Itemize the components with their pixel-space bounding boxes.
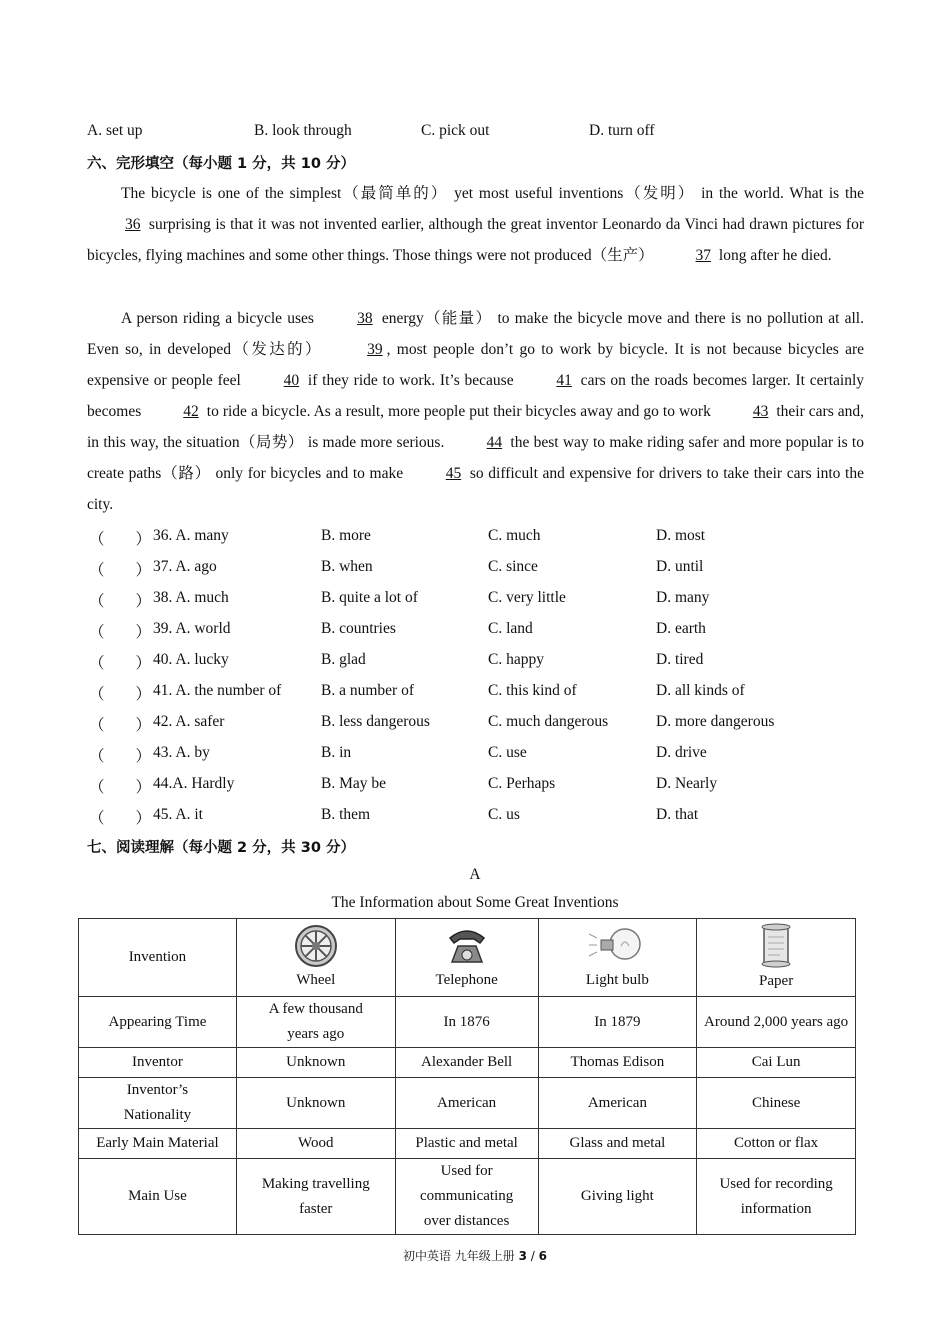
question-row: [87, 713, 887, 735]
choice-b: B. more: [321, 527, 371, 544]
choice-b: B. a number of: [321, 682, 414, 699]
answer-parentheses[interactable]: （ ）: [89, 531, 152, 548]
choice-a: 36. A. many: [153, 527, 229, 544]
p2-text: so difficult and expensive for drivers to take their cars into the city.: [87, 465, 864, 513]
question-row: [87, 682, 887, 704]
choice-c: C. since: [488, 558, 538, 575]
choice-a: 39. A. world: [153, 620, 231, 637]
invention-name: Telephone: [435, 972, 498, 988]
table-cell: Chinese: [697, 1078, 856, 1129]
choice-b: B. May be: [321, 775, 387, 792]
table-cell: In 1876: [395, 997, 538, 1048]
p2-text: A person riding a bicycle uses: [121, 310, 320, 327]
question-row: [87, 806, 887, 828]
footer-text: 初中英语 九年级上册: [402, 1249, 519, 1263]
blank-40: 40: [283, 372, 300, 389]
answer-parentheses[interactable]: （ ）: [89, 562, 152, 579]
p2-text: the best way to make riding safer and more popular is to create paths（路） only for bicycles and to make: [87, 434, 864, 482]
choice-a: 37. A. ago: [153, 558, 217, 575]
blank-37: 37: [695, 247, 712, 264]
table-row: [79, 1129, 856, 1159]
section-6-heading: 六、完形填空（每小题 1 分，共 10 分）: [87, 156, 355, 172]
option-a: A. set up: [87, 122, 143, 139]
table-cell: Glass and metal: [538, 1129, 697, 1159]
row-label: Early Main Material: [79, 1129, 237, 1159]
choice-b: B. when: [321, 558, 373, 575]
p2-text: , most people don’t go to work by bicycle. It is not because bicycles are expensive or people feel: [87, 341, 864, 389]
cloze-paragraph-1: [87, 178, 864, 271]
table-row: [79, 1078, 856, 1129]
light-bulb-icon: [587, 924, 647, 968]
choice-d: D. earth: [656, 620, 706, 637]
invention-paper: [697, 919, 856, 997]
question-row: [87, 558, 887, 580]
invention-name: Wheel: [296, 972, 336, 988]
question-row: [87, 589, 887, 611]
table-cell: Making travelling faster: [236, 1159, 395, 1235]
choice-d: D. tired: [656, 651, 704, 668]
answer-parentheses[interactable]: （ ）: [89, 810, 152, 827]
invention-name: Light bulb: [585, 972, 649, 988]
choice-a: 40. A. lucky: [153, 651, 229, 668]
blank-45: 45: [445, 465, 462, 482]
invention-telephone: [395, 919, 538, 997]
table-header-row: [79, 919, 856, 997]
p1-text: The bicycle is one of the simplest（最简单的） yet most useful inventions（发明） in the world. What is the: [121, 185, 864, 202]
blank-36: 36: [125, 216, 141, 233]
invention-wheel: [236, 919, 395, 997]
choice-a: 41. A. the number of: [153, 682, 282, 699]
blank-43: 43: [752, 403, 769, 420]
choice-a: 43. A. by: [153, 744, 210, 761]
choice-c: C. much: [488, 527, 541, 544]
table-cell: Used for communicating over distances: [395, 1159, 538, 1235]
choice-d: D. Nearly: [656, 775, 718, 792]
choice-b: B. quite a lot of: [321, 589, 418, 606]
row-label: Appearing Time: [79, 997, 237, 1048]
p2-text: their cars and, in this way, the situation（局势） is made more serious.: [87, 403, 864, 451]
table-title: The Information about Some Great Inventions: [331, 894, 619, 911]
page-separator: /: [526, 1249, 539, 1263]
question-row: [87, 775, 887, 797]
table-cell: Alexander Bell: [395, 1048, 538, 1078]
inventions-table: [78, 918, 856, 1235]
option-d: D. turn off: [589, 122, 655, 139]
answer-parentheses[interactable]: （ ）: [89, 686, 152, 703]
choice-b: B. glad: [321, 651, 366, 668]
question-row: [87, 651, 887, 673]
answer-parentheses[interactable]: （ ）: [89, 748, 152, 765]
choice-d: D. many: [656, 589, 710, 606]
choice-a: 38. A. much: [153, 589, 229, 606]
table-cell: Plastic and metal: [395, 1129, 538, 1159]
invention-light-bulb: [538, 919, 697, 997]
p1-text: long after he died.: [715, 247, 832, 264]
p2-text: energy（能量） to make the bicycle move and there is no pollution at all. Even so, in developed（发达的）: [87, 310, 864, 358]
table-cell: In 1879: [538, 997, 697, 1048]
choice-c: C. happy: [488, 651, 544, 668]
invention-name: Paper: [759, 973, 794, 989]
cloze-paragraph-2: [87, 303, 864, 520]
answer-parentheses[interactable]: （ ）: [89, 779, 152, 796]
blank-41: 41: [556, 372, 572, 389]
choice-c: C. use: [488, 744, 527, 761]
table-cell: Wood: [236, 1129, 395, 1159]
choice-c: C. much dangerous: [488, 713, 609, 730]
table-cell: American: [395, 1078, 538, 1129]
choice-d: D. all kinds of: [656, 682, 745, 699]
choice-d: D. drive: [656, 744, 707, 761]
page-footer: [0, 1247, 950, 1264]
table-cell: Used for recording information: [697, 1159, 856, 1235]
table-cell: Giving light: [538, 1159, 697, 1235]
answer-parentheses[interactable]: （ ）: [89, 655, 152, 672]
row-label: Main Use: [79, 1159, 237, 1235]
choice-c: C. this kind of: [488, 682, 577, 699]
answer-parentheses[interactable]: （ ）: [89, 593, 152, 610]
p1-text: surprising is that it was not invented earlier, although the great inventor Leonardo da Vinci had drawn pictures for bicycles, flying machines and some other things. Those things were not produced（生产）: [87, 216, 864, 264]
table-row: [79, 1048, 856, 1078]
blank-39: 39: [367, 341, 383, 358]
table-cell: Cotton or flax: [697, 1129, 856, 1159]
passage-label: A: [469, 866, 481, 883]
table-row: [79, 997, 856, 1048]
top-options-row: [87, 122, 887, 144]
choice-b: B. less dangerous: [321, 713, 430, 730]
choice-b: B. them: [321, 806, 371, 823]
blank-38: 38: [357, 310, 373, 327]
choice-a: 44.A. Hardly: [153, 775, 235, 792]
page-total: 6: [538, 1249, 548, 1263]
choice-b: B. countries: [321, 620, 396, 637]
choice-c: C. Perhaps: [488, 775, 556, 792]
choice-a: 45. A. it: [153, 806, 203, 823]
answer-parentheses[interactable]: （ ）: [89, 624, 152, 641]
p2-text: cars on the roads becomes larger. It certainly becomes: [87, 372, 865, 420]
option-b: B. look through: [254, 122, 352, 139]
option-c: C. pick out: [421, 122, 490, 139]
telephone-icon: [444, 924, 490, 968]
choice-d: D. most: [656, 527, 706, 544]
header-label: Invention: [79, 919, 237, 997]
choice-c: C. us: [488, 806, 520, 823]
row-label: Inventor’s Nationality: [79, 1078, 237, 1129]
blank-42: 42: [183, 403, 199, 420]
p2-text: if they ride to work. It’s because: [303, 372, 519, 389]
choice-c: C. very little: [488, 589, 566, 606]
question-row: [87, 744, 887, 766]
wheel-icon: [293, 924, 339, 968]
table-cell: Thomas Edison: [538, 1048, 697, 1078]
table-cell: A few thousand years ago: [236, 997, 395, 1048]
p2-text: to ride a bicycle. As a result, more people put their bicycles away and go to work: [202, 403, 715, 420]
paper-scroll-icon: [756, 923, 796, 969]
blank-44: 44: [486, 434, 503, 451]
choice-d: D. until: [656, 558, 704, 575]
page-number: 3: [518, 1249, 527, 1263]
choice-a: 42. A. safer: [153, 713, 225, 730]
row-label: Inventor: [79, 1048, 237, 1078]
question-row: [87, 527, 887, 549]
section-7-heading: 七、阅读理解（每小题 2 分，共 30 分）: [87, 840, 355, 856]
table-cell: Cai Lun: [697, 1048, 856, 1078]
table-cell: Unknown: [236, 1048, 395, 1078]
table-cell: Unknown: [236, 1078, 395, 1129]
question-row: [87, 620, 887, 642]
choice-d: D. more dangerous: [656, 713, 775, 730]
choice-c: C. land: [488, 620, 533, 637]
answer-parentheses[interactable]: （ ）: [89, 717, 152, 734]
table-row: [79, 1159, 856, 1235]
table-cell: American: [538, 1078, 697, 1129]
choice-d: D. that: [656, 806, 699, 823]
table-cell: Around 2,000 years ago: [697, 997, 856, 1048]
choice-b: B. in: [321, 744, 352, 761]
